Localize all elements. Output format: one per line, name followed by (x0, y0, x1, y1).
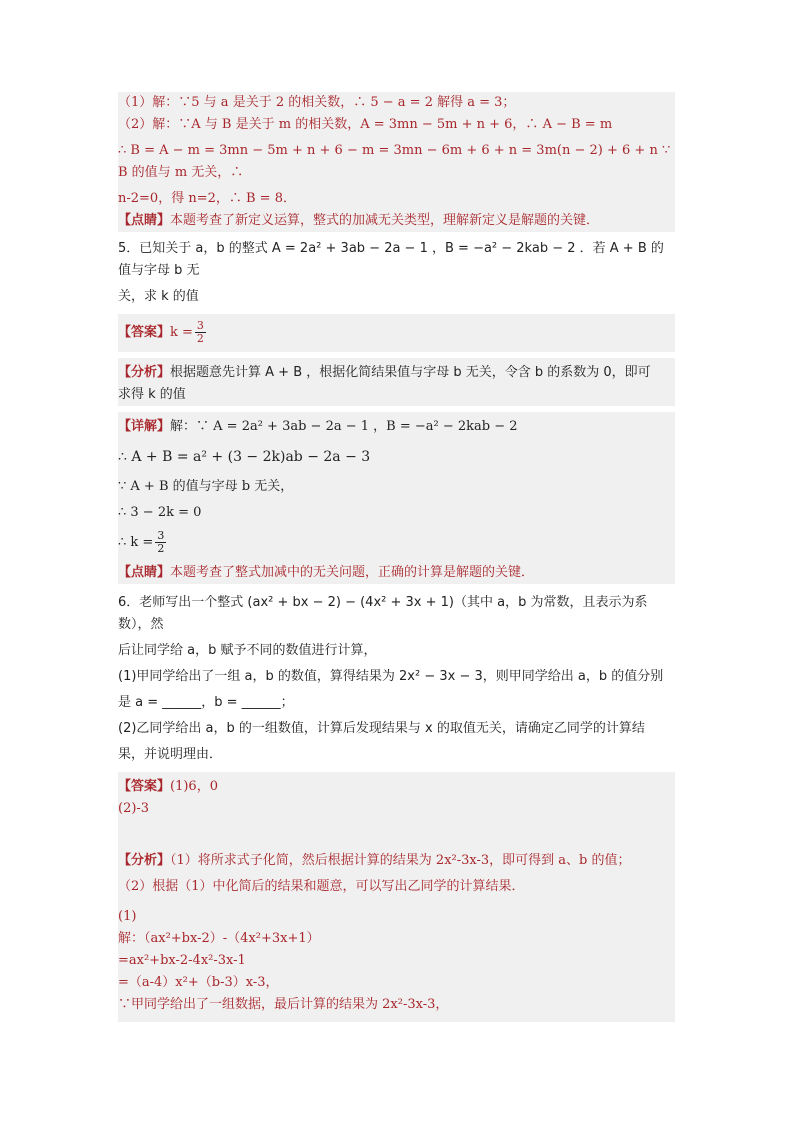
detail-line-2: ∴ A + B = a² + (3 − 2k)ab − 2a − 3 (118, 442, 675, 472)
question-5-line-1: 5．已知关于 a，b 的整式 A = 2a² + 3ab − 2a − 1 ，B = −a² − 2kab − 2 ．若 A + B 的值与字母 b 无 (118, 241, 664, 278)
solution-part-1: （1）解：∵5 与 a 是关于 2 的相关数，∴ 5 − a = 2 解得 a = 3； (118, 92, 675, 114)
analysis-line-1: （1）将所求式子化简，然后根据计算的结果为 2x²-3x-3，即可得到 a、b 的值； (170, 853, 631, 868)
comment-text: 本题考查了新定义运算，整式的加减无关类型，理解新定义是解题的关键． (170, 213, 600, 228)
question-6-line-3: (1)甲同学给出了一组 a，b 的数值，算得结果为 2x² − 3x − 3，则甲同学给出 a，b 的值分别 (118, 669, 664, 684)
analysis-section-5 (118, 358, 675, 384)
detail-k-expression: ∴ k = (118, 535, 154, 550)
answer-tag: 【答案】 (118, 325, 171, 340)
solution-content (118, 92, 675, 1022)
solution-6-step-1: 解：（ax²+bx-2）-（4x²+3x+1） (118, 928, 675, 950)
question-6-line-5: (2)乙同学给出 a，b 的一组数值，计算后发现结果与 x 的取值无关，请确定乙同学的计算结 (118, 721, 645, 736)
solution-part-2: （2）解：∵A 与 B 是关于 m 的相关数，A = 3mn − 5m + n + 6，∴ A − B = m (118, 114, 675, 136)
answer-tag: 【答案】 (118, 779, 171, 794)
fraction-denominator: 2 (196, 332, 204, 345)
solution-step-conclusion: n-2=0，得 n=2，∴ B = 8． (118, 188, 675, 210)
solution-6-step-3: =（a-4）x²+（b-3）x-3， (118, 972, 675, 994)
comment-tag: 【点睛】 (118, 213, 171, 228)
analysis-line-1: 根据题意先计算 A + B ，根据化简结果值与字母 b 无关，令含 b 的系数为 0，即可 (170, 365, 651, 380)
detail-line-3: ∵ A + B 的值与字母 b 无关， (118, 472, 675, 502)
comment-tag: 【点睛】 (118, 565, 171, 580)
analysis-section-6 (118, 846, 675, 872)
fraction-numerator: 3 (196, 319, 204, 332)
comment-section-5 (118, 562, 675, 584)
fraction-denominator: 2 (157, 542, 165, 555)
question-5-line-2: 关，求 k 的值 (118, 289, 199, 304)
question-6-line-4: 是 a = ______，b = ______； (118, 695, 294, 710)
analysis-line-2: （2）根据（1）中化简后的结果和题意，可以写出乙同学的计算结果． (118, 872, 675, 902)
fraction-numerator: 3 (157, 529, 165, 542)
analysis-line-2: 求得 k 的值 (118, 384, 675, 406)
question-6-line-1: 6．老师写出一个整式 (ax² + bx − 2) − (4x² + 3x + 1)（其中 a，b 为常数，且表示为系数），然 (118, 595, 648, 632)
solution-6-step-4: ∵甲同学给出了一组数据，最后计算的结果为 2x²-3x-3， (118, 994, 675, 1022)
answer-expression: k = (170, 325, 193, 340)
solution-step-b: ∴ B = A − m = 3mn − 5m + n + 6 − m = 3mn − 6m + 6 + n = 3m(n − 2) + 6 + n ∵ B 的值与 m 无关，∴ (118, 136, 675, 188)
answer-fraction (195, 320, 206, 345)
answer-part-1: (1)6，0 (170, 779, 218, 794)
comment-section-4 (118, 210, 675, 232)
question-6-line-6: 果，并说明理由． (118, 747, 223, 762)
solution-6-label: (1) (118, 902, 675, 928)
analysis-tag: 【分析】 (118, 853, 171, 868)
question-6-line-2: 后让同学给 a，b 赋予不同的数值进行计算， (118, 643, 377, 658)
comment-text: 本题考查了整式加减中的无关问题，正确的计算是解题的关键． (170, 565, 535, 580)
detail-fraction (155, 530, 166, 555)
analysis-tag: 【分析】 (118, 365, 171, 380)
detail-line-1: 解：∵ A = 2a² + 3ab − 2a − 1 ，B = −a² − 2kab − 2 (170, 419, 518, 434)
answer-section-5 (118, 314, 675, 352)
detail-line-4: ∴ 3 − 2k = 0 (118, 502, 675, 524)
solution-6-step-2: =ax²+bx-2-4x²-3x-1 (118, 950, 675, 972)
detail-tag: 【详解】 (118, 419, 171, 434)
answer-section-6 (118, 772, 675, 798)
detail-line-5 (118, 524, 675, 562)
answer-part-2: (2)-3 (118, 798, 675, 846)
detail-section-5 (118, 412, 675, 442)
